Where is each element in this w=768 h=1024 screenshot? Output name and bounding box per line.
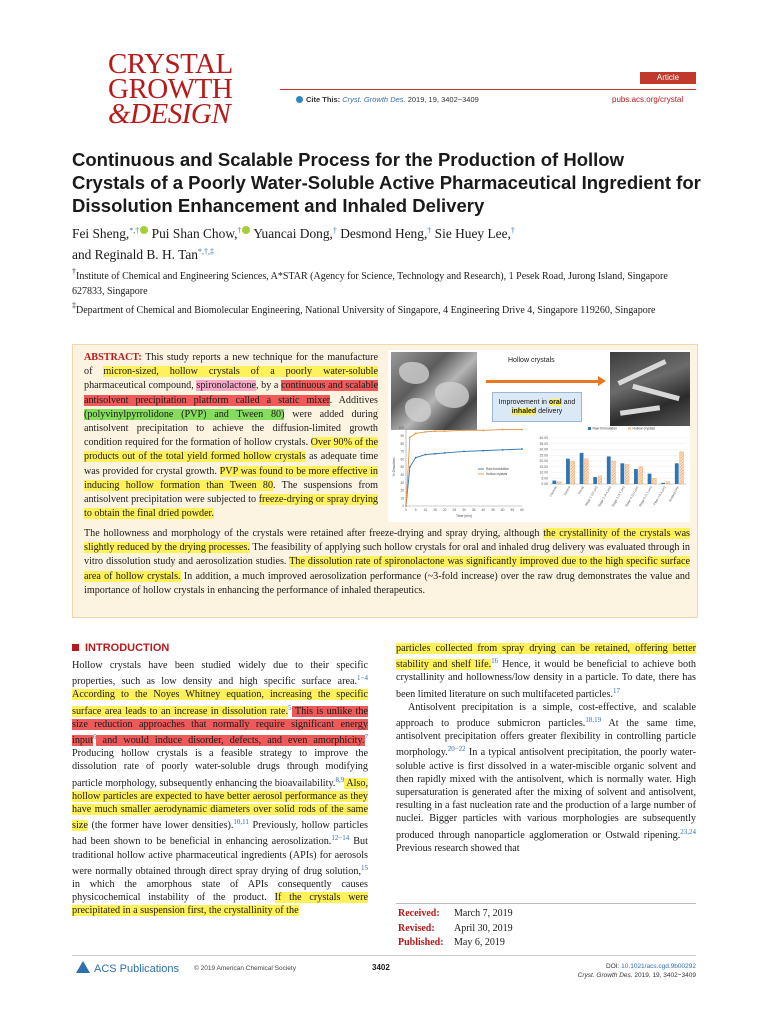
data-point bbox=[463, 451, 465, 453]
data-point bbox=[463, 429, 465, 431]
series-line bbox=[406, 449, 522, 506]
arrow-right-icon bbox=[598, 376, 606, 386]
date-value: May 6, 2019 bbox=[454, 937, 505, 948]
cite-icon bbox=[296, 96, 303, 103]
data-point bbox=[444, 430, 446, 432]
data-point bbox=[444, 452, 446, 454]
abstract-span: This study reports a new technique for the manufacture of bbox=[84, 352, 378, 378]
highlight: spironolactone bbox=[196, 380, 256, 392]
date-value: April 30, 2019 bbox=[454, 922, 513, 934]
abstract-span: . Additives bbox=[329, 394, 378, 406]
legend-label: Raw formulation bbox=[486, 467, 510, 472]
bar bbox=[584, 459, 588, 484]
x-tick-label: 40 bbox=[481, 508, 486, 512]
abstract-span: as adequate time was provided for crystal growth. bbox=[84, 451, 378, 477]
bar bbox=[620, 463, 624, 484]
arrow-line bbox=[486, 380, 602, 383]
body-text: Hence, it would be beneficial to achieve both crystallinity and hollowness/low density in a particle. To date, there has been limited literature on such multifaceted particles. bbox=[396, 659, 696, 700]
y-tick-label: 80 bbox=[400, 441, 404, 446]
data-point bbox=[424, 454, 426, 456]
x-axis-label: Time (min) bbox=[455, 514, 473, 518]
data-point bbox=[409, 466, 411, 468]
date-label: Revised: bbox=[398, 922, 435, 934]
x-tick-label: 0 bbox=[405, 508, 407, 512]
author-mark: † bbox=[237, 226, 242, 235]
abstract-span: . The suspensions from antisolvent precipitation were subjected to bbox=[84, 479, 379, 506]
journal-site-link[interactable]: pubs.acs.org/crystal bbox=[612, 95, 684, 104]
abstract-span: The feasibility of applying such hollow crystals for oral and inhaled drug delivery was evaluated through in vitro dissolution study and aerosolization studies. bbox=[84, 542, 690, 568]
x-tick-label: 45 bbox=[491, 508, 495, 512]
author[interactable]: Desmond Heng, bbox=[340, 226, 428, 241]
particle-shape bbox=[435, 382, 469, 408]
highlight: If the crystals were precipitated in a suspension first, the crystallinity of the bbox=[72, 892, 368, 917]
logo-line-2: GROWTH bbox=[108, 72, 233, 105]
x-tick-label: Device bbox=[563, 485, 572, 496]
bar bbox=[580, 453, 584, 484]
legend-label: Hollow crystals bbox=[632, 426, 656, 431]
author[interactable]: Pui Shan Chow, bbox=[151, 226, 238, 241]
abstract-text-cont bbox=[84, 527, 690, 598]
cite-label: Cite This: bbox=[306, 95, 341, 104]
orcid-icon[interactable] bbox=[140, 226, 148, 234]
bar bbox=[566, 459, 570, 484]
x-tick-label: 50 bbox=[500, 508, 505, 512]
affiliation-mark: ‡ bbox=[72, 301, 76, 310]
hollow-crystals-label: Hollow crystals bbox=[508, 357, 555, 364]
date-row bbox=[398, 936, 513, 951]
copyright: © 2019 American Chemical Society bbox=[194, 965, 296, 972]
y-tick-label: 50 bbox=[400, 465, 404, 470]
y-tick-label: 60 bbox=[400, 457, 404, 462]
data-point bbox=[424, 431, 426, 433]
body-text: Previous research showed that bbox=[396, 842, 520, 854]
publisher-name: ACS Publications bbox=[94, 963, 179, 975]
author-mark: *,† bbox=[129, 226, 140, 235]
callout-text: delivery bbox=[536, 408, 563, 415]
y-tick-label: 0 bbox=[402, 504, 404, 509]
bar bbox=[557, 482, 561, 484]
improvement-callout bbox=[492, 392, 582, 422]
date-row bbox=[398, 922, 513, 937]
author-mark: *,†,‡ bbox=[198, 247, 215, 256]
footer-rule bbox=[72, 955, 696, 956]
author[interactable]: Sie Huey Lee, bbox=[434, 226, 511, 241]
data-point bbox=[405, 505, 407, 507]
highlight: micron-sized, hollow crystals of a poorly water-soluble bbox=[103, 366, 378, 378]
data-point bbox=[502, 449, 504, 451]
highlight: (polyvinylpyrrolidone (PVP) and Tween 80) bbox=[84, 408, 285, 420]
bar bbox=[571, 461, 575, 484]
highlight: particles collected from spray drying can be retained, offering better stability and shelf life. bbox=[396, 643, 696, 671]
bar bbox=[639, 467, 643, 484]
section-heading-introduction bbox=[72, 642, 169, 654]
crystal-rod bbox=[620, 405, 660, 416]
x-tick-label: Stage 3 (3.3 μm) bbox=[610, 485, 626, 508]
abstract-span: were added during antisolvent precipitation to achieve the diffusion-limited growth condition required for the formation of hollow crystals. bbox=[84, 408, 378, 449]
legend-label: Hollow crystals bbox=[486, 472, 508, 477]
body-text: At the same time, antisolvent precipitation offers greater flexibility in controlling particle morphology. bbox=[396, 718, 696, 759]
y-tick-label: 0.00 bbox=[541, 482, 548, 487]
callout-highlight: oral bbox=[548, 399, 562, 406]
body-text: In a typical antisolvent precipitation, the poorly water-soluble active is first dissolved in a water-miscible organic solvent and then rapidly mixed with the antisolvent, which is normally water. High supersaturation is generated after the mixing of solvent and antisolvent, resulting in a fast nucleation rate and the production of a large number of nuclei. Bigger particles with various morphologies are subsequently produced through nanoparticle agglomeration or Ostwald ripening. bbox=[396, 747, 696, 841]
doi-link[interactable]: 10.1021/acs.cgd.9b00292 bbox=[621, 963, 696, 970]
body-text: Antisolvent precipitation is a simple, cost-effective, and scalable approach to produce submicron particles. bbox=[396, 701, 696, 730]
affiliation-mark: † bbox=[72, 267, 76, 276]
header-rule bbox=[280, 89, 696, 90]
bar bbox=[666, 482, 670, 484]
data-point bbox=[521, 448, 523, 450]
data-point bbox=[482, 429, 484, 431]
cite-journal[interactable]: Cryst. Growth Des. bbox=[342, 95, 406, 104]
data-point bbox=[415, 433, 417, 435]
callout-text: and bbox=[561, 399, 576, 406]
author-list bbox=[72, 222, 692, 264]
paper-title: Continuous and Scalable Process for the Production of Hollow Crystals of a Poorly Water-Soluble Active Pharmaceutical Ingredient for Dissolution Enhancement and Inhaled Delivery bbox=[72, 149, 701, 216]
x-tick-label: Filter (<0.4 μm) bbox=[652, 485, 667, 506]
citation-link[interactable]: 15 bbox=[361, 863, 368, 872]
data-point bbox=[434, 430, 436, 432]
author-mark: † bbox=[427, 226, 432, 235]
doi-block bbox=[560, 963, 696, 980]
highlight: and would induce disorder, defects, and even amorphicity. bbox=[96, 735, 365, 747]
y-tick-label: 5.00 bbox=[541, 476, 548, 481]
logo-line-1: CRYSTAL bbox=[108, 48, 233, 80]
x-tick-label: 55 bbox=[510, 508, 515, 512]
highlight: PVP was found to be more effective in inducing hollow formation than Tween 80 bbox=[84, 465, 378, 491]
y-tick-label: 20.00 bbox=[539, 459, 548, 464]
data-point bbox=[482, 450, 484, 452]
y-tick-label: 40 bbox=[400, 473, 404, 477]
bar bbox=[652, 478, 656, 484]
publication-dates bbox=[398, 907, 513, 951]
body-text: Hollow crystals have been studied widely due to their specific properties, such as low density and high specific surface area. bbox=[72, 660, 368, 688]
legend-swatch bbox=[628, 427, 631, 430]
article-type-badge: Article bbox=[640, 72, 696, 84]
citation-link[interactable]: 1−4 bbox=[357, 674, 368, 683]
particle-shape bbox=[399, 362, 429, 384]
crystal-rod bbox=[632, 384, 680, 401]
bar bbox=[593, 477, 597, 484]
data-point bbox=[434, 453, 436, 455]
citation-link[interactable]: 5 bbox=[288, 703, 292, 712]
x-tick-label: Stage 5 (1.1 μm) bbox=[637, 485, 653, 508]
x-tick-label: 5 bbox=[414, 508, 417, 512]
data-point bbox=[409, 436, 411, 438]
author[interactable]: and Reginald B. H. Tan bbox=[72, 247, 199, 262]
dates-rule bbox=[396, 903, 696, 904]
citation-link[interactable]: 12−14 bbox=[331, 834, 350, 843]
x-tick-label: Stage 1 (10 μm) bbox=[583, 485, 599, 507]
citation-link[interactable]: 23,24 bbox=[680, 827, 696, 836]
y-tick-label: 40.00 bbox=[539, 436, 548, 441]
cite-volume: 2019, 19, 3402−3409 bbox=[407, 95, 479, 104]
author-mark: † bbox=[510, 226, 515, 235]
highlight: The dissolution rate of spironolactone was significantly improved due to the high specific surface area of hollow crystals. bbox=[84, 556, 690, 582]
sem-image-hollow bbox=[610, 352, 690, 426]
data-point bbox=[521, 429, 523, 431]
bar bbox=[661, 483, 665, 484]
footer-journal: Cryst. Growth Des. bbox=[577, 971, 633, 979]
body-text: in which the amorphous state of APIs consequently causes physicochemical instability of the product. bbox=[72, 879, 368, 904]
highlight: freeze-drying or spray drying to obtain the final dried powder. bbox=[84, 494, 378, 520]
crystal-rod bbox=[617, 359, 666, 386]
cite-this[interactable] bbox=[296, 95, 479, 104]
bar bbox=[648, 474, 652, 484]
acs-publications-logo[interactable] bbox=[76, 961, 179, 975]
abstract-heading: ABSTRACT: bbox=[84, 352, 142, 363]
legend-swatch bbox=[588, 427, 591, 430]
x-tick-label: Throat bbox=[576, 485, 585, 496]
bar bbox=[552, 481, 556, 484]
author[interactable]: Yuancai Dong, bbox=[253, 226, 333, 241]
bar bbox=[625, 464, 629, 484]
highlight: Over 90% of the products out of the total yield formed hollow crystals bbox=[84, 437, 378, 463]
x-tick-label: 30 bbox=[462, 508, 466, 512]
doi-label: DOI: bbox=[606, 963, 622, 970]
y-tick-label: 90 bbox=[400, 434, 404, 438]
section-square-icon bbox=[72, 644, 79, 651]
bar bbox=[680, 452, 684, 484]
highlight: Also, hollow particles are expected to have better aerosol performance as they have much smaller aerodynamic diameters over solid rods of the same size bbox=[72, 777, 369, 832]
date-label: Published: bbox=[398, 937, 444, 948]
sem-image-raw bbox=[391, 352, 477, 430]
footer-volume: 2019, 19, 3402−3409 bbox=[632, 971, 696, 979]
bar bbox=[612, 461, 616, 484]
right-column bbox=[396, 642, 696, 855]
x-tick-label: 25 bbox=[452, 508, 457, 512]
callout-highlight: inhaled bbox=[511, 408, 537, 415]
highlight: According to the Noyes Whitney equation, increasing the specific surface area leads to an increase in dissolution rate. bbox=[72, 689, 368, 717]
x-tick-label: Stage 4 (2.0 μm) bbox=[624, 485, 640, 508]
affiliation-text: Department of Chemical and Biomolecular Engineering, National University of Singapore, 4 Engineering Drive 4, Singapore 119260, Singapore bbox=[76, 305, 656, 316]
logo-line-3: &DESIGN bbox=[108, 97, 231, 130]
x-tick-label: 35 bbox=[471, 508, 476, 512]
citation-link[interactable]: 18,19 bbox=[585, 716, 602, 725]
bar bbox=[607, 456, 611, 484]
y-tick-label: 15.00 bbox=[539, 464, 548, 469]
abstract-span: In addition, a much improved aerosolization performance (~3-fold increase) over the raw drug demonstrates the value and importance of hollow crystals in enhancing the performance of inhaled therapeutics. bbox=[84, 570, 690, 596]
aerosol-bar-chart bbox=[530, 422, 690, 522]
y-axis-label: % Dissolved bbox=[392, 457, 396, 477]
citation-link[interactable]: 20−22 bbox=[447, 745, 466, 754]
acs-logo-icon bbox=[76, 961, 90, 973]
y-tick-label: 10 bbox=[400, 496, 404, 501]
affiliation bbox=[72, 265, 692, 299]
body-text: (the former have lower densities). bbox=[87, 820, 234, 832]
body-text: But traditional hollow active pharmaceutical ingredients (APIs) for aerosols were normally obtained through direct spray drying of drug solution, bbox=[72, 836, 368, 877]
x-tick-label: 20 bbox=[442, 508, 447, 512]
y-tick-label: 100 bbox=[398, 426, 404, 431]
dissolution-line-chart bbox=[390, 422, 528, 522]
data-point bbox=[502, 429, 504, 431]
x-tick-label: Stage 2 (4.4 μm) bbox=[597, 485, 613, 508]
citation-link[interactable]: 10,11 bbox=[233, 818, 249, 827]
highlight: continuous and scalable antisolvent precipitation platform called a static mixer bbox=[84, 380, 378, 406]
y-tick-label: 30.00 bbox=[539, 447, 548, 452]
date-label: Received: bbox=[398, 908, 440, 919]
abstract-span: The hollowness and morphology of the crystals were retained after freeze-drying and spray drying, although bbox=[84, 528, 544, 539]
author-mark: † bbox=[332, 226, 337, 235]
section-heading-text: INTRODUCTION bbox=[85, 642, 170, 654]
page-number: 3402 bbox=[372, 963, 390, 972]
date-row bbox=[398, 907, 513, 922]
orcid-icon[interactable] bbox=[242, 226, 250, 234]
bar bbox=[634, 469, 638, 484]
x-tick-label: Capsule bbox=[548, 485, 558, 498]
particle-shape bbox=[405, 398, 431, 422]
highlight: This is unlike the size reduction approaches that normally require significant energy input bbox=[72, 705, 368, 747]
callout-text: Improvement in bbox=[498, 399, 549, 406]
y-tick-label: 70 bbox=[400, 449, 404, 454]
bar bbox=[598, 476, 602, 484]
citation-link[interactable]: 7 bbox=[364, 733, 368, 742]
legend-label: Raw formulation bbox=[592, 426, 617, 431]
abstract-span: pharmaceutical compound, bbox=[84, 380, 197, 392]
y-tick-label: 10.00 bbox=[539, 470, 548, 475]
citation-link[interactable]: 6 bbox=[92, 733, 97, 742]
citation-link[interactable]: 17 bbox=[612, 686, 620, 695]
citation-link[interactable]: 8,9 bbox=[335, 775, 345, 784]
affiliation-text: Institute of Chemical and Engineering Sciences, A*STAR (Agency for Science, Technology and Research), 1 Pesek Road, Jurong Island, Singapore 627833, Singapore bbox=[72, 271, 668, 297]
y-tick-label: 20 bbox=[400, 488, 404, 493]
data-point bbox=[415, 457, 417, 459]
highlight: the crystallinity of the crystals was slightly reduced by the drying processes. bbox=[84, 528, 690, 554]
x-tick-label: 60 bbox=[520, 508, 524, 512]
abstract-span: , by a bbox=[256, 380, 282, 392]
abstract-text bbox=[84, 351, 378, 521]
body-text: Producing hollow crystals is a feasible strategy to improve the dissolution rate of poorly water-soluble drugs through modifying particle morphology, subsequently enhancing the bioavailability. bbox=[72, 748, 368, 789]
y-tick-label: 35.00 bbox=[539, 441, 548, 446]
y-tick-label: 30 bbox=[400, 480, 404, 485]
body-text: Previously, hollow particles had been shown to be beneficial in enhancing aerosolization. bbox=[72, 820, 368, 848]
left-column bbox=[72, 659, 368, 918]
date-value: March 7, 2019 bbox=[454, 908, 513, 919]
x-tick-label: 15 bbox=[433, 508, 437, 512]
citation-link[interactable]: 16 bbox=[491, 657, 499, 666]
x-tick-label: 10 bbox=[423, 508, 428, 512]
x-tick-label: Emitted FPF bbox=[668, 485, 681, 503]
author[interactable]: Fei Sheng, bbox=[72, 226, 130, 241]
affiliation bbox=[72, 299, 692, 319]
y-tick-label: 25.00 bbox=[539, 453, 548, 458]
journal-logo bbox=[108, 48, 268, 130]
bar bbox=[675, 463, 679, 484]
